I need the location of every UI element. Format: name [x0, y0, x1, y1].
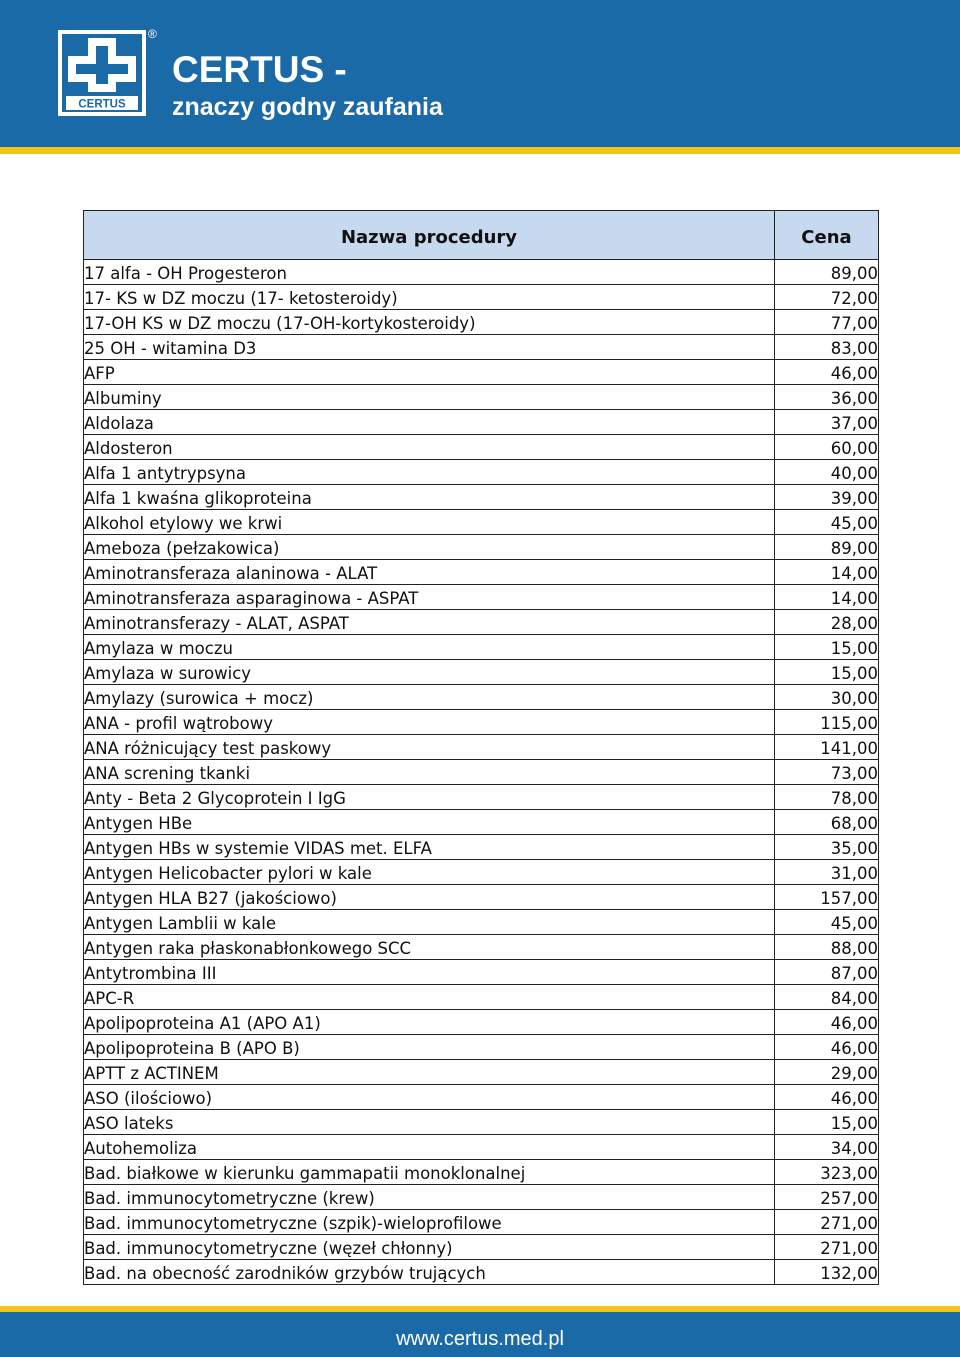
price-table-body: [84, 260, 879, 1285]
table-row: [84, 885, 879, 910]
procedure-name-cell: Amylaza w moczu: [84, 635, 775, 660]
price-cell: 45,00: [775, 510, 879, 535]
table-header-row: [84, 211, 879, 260]
procedure-name-cell: Aldolaza: [84, 410, 775, 435]
price-cell: 257,00: [775, 1185, 879, 1210]
registered-mark: ®: [148, 27, 157, 41]
procedure-name-cell: Apolipoproteina B (APO B): [84, 1035, 775, 1060]
table-row: [84, 410, 879, 435]
table-row: [84, 710, 879, 735]
table-row: [84, 585, 879, 610]
procedure-name-cell: 17- KS w DZ moczu (17- ketosteroidy): [84, 285, 775, 310]
price-cell: 84,00: [775, 985, 879, 1010]
table-row: [84, 1060, 879, 1085]
procedure-name-cell: Autohemoliza: [84, 1135, 775, 1160]
table-row: [84, 810, 879, 835]
table-row: [84, 335, 879, 360]
footer-url[interactable]: www.certus.med.pl: [396, 1328, 564, 1350]
price-cell: 28,00: [775, 610, 879, 635]
procedure-name-cell: Amylaza w surowicy: [84, 660, 775, 685]
price-cell: 29,00: [775, 1060, 879, 1085]
table-row: [84, 960, 879, 985]
logo-text: CERTUS: [78, 98, 126, 111]
table-row: [84, 1235, 879, 1260]
procedure-name-cell: ANA - profil wątrobowy: [84, 710, 775, 735]
table-row: [84, 510, 879, 535]
price-cell: 72,00: [775, 285, 879, 310]
price-cell: 141,00: [775, 735, 879, 760]
table-row: [84, 1260, 879, 1285]
price-cell: 34,00: [775, 1135, 879, 1160]
table-row: [84, 835, 879, 860]
table-row: [84, 560, 879, 585]
price-cell: 271,00: [775, 1235, 879, 1260]
procedure-name-cell: 17-OH KS w DZ moczu (17-OH-kortykosteroidy): [84, 310, 775, 335]
procedure-name-cell: AFP: [84, 360, 775, 385]
price-cell: 89,00: [775, 535, 879, 560]
price-cell: 15,00: [775, 660, 879, 685]
procedure-name-cell: 17 alfa - OH Progesteron: [84, 260, 775, 285]
table-row: [84, 460, 879, 485]
procedure-name-cell: Antygen raka płaskonabłonkowego SCC: [84, 935, 775, 960]
procedure-name-cell: Amylazy (surowica + mocz): [84, 685, 775, 710]
price-cell: 89,00: [775, 260, 879, 285]
price-cell: 132,00: [775, 1260, 879, 1285]
procedure-name-cell: 25 OH - witamina D3: [84, 335, 775, 360]
table-row: [84, 285, 879, 310]
price-cell: 78,00: [775, 785, 879, 810]
table-row: [84, 1135, 879, 1160]
procedure-name-cell: Bad. białkowe w kierunku gammapatii monoklonalnej: [84, 1160, 775, 1185]
procedure-name-cell: Antygen HBe: [84, 810, 775, 835]
procedure-name-cell: Ameboza (pełzakowica): [84, 535, 775, 560]
procedure-name-cell: Antygen HLA B27 (jakościowo): [84, 885, 775, 910]
procedure-name-cell: ASO (ilościowo): [84, 1085, 775, 1110]
brand-title: CERTUS -: [172, 49, 347, 90]
price-cell: 68,00: [775, 810, 879, 835]
price-cell: 15,00: [775, 635, 879, 660]
procedure-name-cell: ANA screning tkanki: [84, 760, 775, 785]
procedure-name-cell: Bad. na obecność zarodników grzybów trujących: [84, 1260, 775, 1285]
price-cell: 36,00: [775, 385, 879, 410]
procedure-name-cell: Antygen Helicobacter pylori w kale: [84, 860, 775, 885]
header-accent-stripe: [0, 147, 960, 154]
procedure-name-cell: Bad. immunocytometryczne (krew): [84, 1185, 775, 1210]
procedure-name-cell: Aminotransferazy - ALAT, ASPAT: [84, 610, 775, 635]
table-row: [84, 360, 879, 385]
procedure-name-cell: Bad. immunocytometryczne (szpik)-wieloprofilowe: [84, 1210, 775, 1235]
procedure-name-cell: APC-R: [84, 985, 775, 1010]
certus-logo-icon: [58, 30, 146, 116]
price-cell: 88,00: [775, 935, 879, 960]
column-header-name: Nazwa procedury: [84, 211, 775, 260]
price-cell: 14,00: [775, 560, 879, 585]
price-cell: 87,00: [775, 960, 879, 985]
procedure-name-cell: Aldosteron: [84, 435, 775, 460]
price-cell: 30,00: [775, 685, 879, 710]
table-row: [84, 1185, 879, 1210]
price-cell: 46,00: [775, 1035, 879, 1060]
table-row: [84, 435, 879, 460]
price-table: [83, 210, 879, 1285]
price-cell: 83,00: [775, 335, 879, 360]
price-cell: 39,00: [775, 485, 879, 510]
procedure-name-cell: APTT z ACTINEM: [84, 1060, 775, 1085]
price-cell: 73,00: [775, 760, 879, 785]
table-row: [84, 860, 879, 885]
procedure-name-cell: Apolipoproteina A1 (APO A1): [84, 1010, 775, 1035]
price-cell: 46,00: [775, 1085, 879, 1110]
table-row: [84, 310, 879, 335]
table-row: [84, 635, 879, 660]
table-row: [84, 385, 879, 410]
table-row: [84, 535, 879, 560]
table-row: [84, 1160, 879, 1185]
table-row: [84, 485, 879, 510]
procedure-name-cell: Aminotransferaza asparaginowa - ASPAT: [84, 585, 775, 610]
price-cell: 14,00: [775, 585, 879, 610]
table-row: [84, 1210, 879, 1235]
price-cell: 46,00: [775, 360, 879, 385]
price-cell: 77,00: [775, 310, 879, 335]
price-cell: 37,00: [775, 410, 879, 435]
procedure-name-cell: Albuminy: [84, 385, 775, 410]
table-row: [84, 660, 879, 685]
table-row: [84, 1035, 879, 1060]
procedure-name-cell: ASO lateks: [84, 1110, 775, 1135]
price-cell: 60,00: [775, 435, 879, 460]
table-row: [84, 760, 879, 785]
price-cell: 323,00: [775, 1160, 879, 1185]
procedure-name-cell: Antygen HBs w systemie VIDAS met. ELFA: [84, 835, 775, 860]
procedure-name-cell: Antytrombina III: [84, 960, 775, 985]
table-row: [84, 1110, 879, 1135]
price-cell: 31,00: [775, 860, 879, 885]
table-row: [84, 985, 879, 1010]
price-cell: 35,00: [775, 835, 879, 860]
price-cell: 45,00: [775, 910, 879, 935]
table-row: [84, 785, 879, 810]
table-row: [84, 610, 879, 635]
procedure-name-cell: Antygen Lamblii w kale: [84, 910, 775, 935]
column-header-price: Cena: [775, 211, 879, 260]
procedure-name-cell: Alkohol etylowy we krwi: [84, 510, 775, 535]
price-cell: 15,00: [775, 1110, 879, 1135]
table-row: [84, 1010, 879, 1035]
brand-tagline: znaczy godny zaufania: [172, 93, 443, 121]
table-row: [84, 1085, 879, 1110]
table-row: [84, 260, 879, 285]
price-cell: 40,00: [775, 460, 879, 485]
price-cell: 157,00: [775, 885, 879, 910]
table-row: [84, 685, 879, 710]
price-cell: 271,00: [775, 1210, 879, 1235]
procedure-name-cell: Anty - Beta 2 Glycoprotein I IgG: [84, 785, 775, 810]
price-cell: 115,00: [775, 710, 879, 735]
table-row: [84, 735, 879, 760]
price-cell: 46,00: [775, 1010, 879, 1035]
procedure-name-cell: ANA różnicujący test paskowy: [84, 735, 775, 760]
table-row: [84, 935, 879, 960]
procedure-name-cell: Aminotransferaza alaninowa - ALAT: [84, 560, 775, 585]
procedure-name-cell: Alfa 1 antytrypsyna: [84, 460, 775, 485]
table-row: [84, 910, 879, 935]
procedure-name-cell: Bad. immunocytometryczne (węzeł chłonny): [84, 1235, 775, 1260]
procedure-name-cell: Alfa 1 kwaśna glikoproteina: [84, 485, 775, 510]
